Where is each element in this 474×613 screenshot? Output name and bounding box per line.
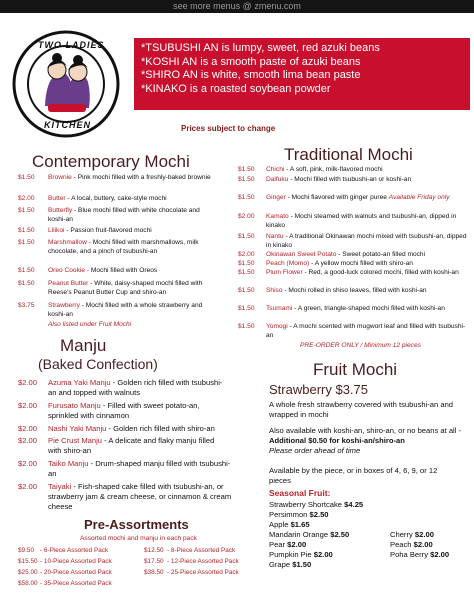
order-ahead-note: Please order ahead of time [269,446,361,455]
item-desc: - A delicate and flaky manju filled with shiro-an [48,436,215,455]
pack-price: $58.00 [18,580,38,587]
seasonal-item [269,510,363,520]
item-name: Furusato Manju [48,401,101,410]
item-desc: - A mochi scented with mugwort leaf and filled with tsubushi-an [266,323,466,339]
pack-label: - 35-Piece Assorted Pack [40,580,112,587]
item-price: $2.00 [18,424,38,433]
item-desc: - Mochi filled with marshmallows, milk chocolate, and a pinch of tsubushi-an [48,239,199,255]
item-desc: - A soft, pink, milk-flavored mochi [284,166,383,173]
fruit-name: Persimmon [269,510,308,519]
seasonal-item [269,540,363,550]
item-desc: - Mochi rolled in shiso leaves, filled with koshi-an [282,287,427,294]
manju-subtitle: (Baked Confection) [38,356,158,372]
note-line: *KINAKO is a roasted soybean powder [141,82,331,95]
item-desc: - Mochi filled with Oreos [85,267,158,274]
availability-note: Available by the piece, or in boxes of 4, 6, 9, or 12 pieces [269,466,438,485]
item-price: $1.50 [18,267,35,274]
pack-label: - 25-Piece Assorted Pack [167,569,239,576]
item-price: $1.50 [238,176,255,183]
fruit-price: $2.50 [309,510,329,519]
seasonal-item [269,550,363,560]
options-text: Also available with koshi-an, shiro-an, or no beans at all - [269,426,462,435]
item-name: Taiko Manju [48,459,89,468]
item-price: $1.50 [238,194,255,201]
watermark-bar [0,0,474,13]
fruit-name: Peach [390,540,412,549]
item-price: $2.00 [18,401,38,410]
fruit-price: $2.50 [330,530,350,539]
item-desc: - A local, buttery, cake-style mochi [65,195,167,202]
seasonal-item [269,530,363,540]
item-price: $1.50 [238,323,255,330]
item-desc: - Golden rich filled with tsubushi-an and topped with walnuts [48,378,223,397]
pack-price: $9.50 [18,547,34,554]
fruit-name: Poha Berry [390,550,428,559]
item-name: Nashi Yaki Manju [48,424,107,433]
pack-price: $15.50 [18,558,38,565]
seasonal-item [390,530,449,540]
item-price: $2.00 [18,436,38,445]
pack-price: $38.50 [144,569,164,576]
fruit-price: $2.00 [430,550,450,559]
item-name: Ginger [266,194,286,201]
item-price: $1.50 [18,239,35,246]
traditional-mochi-heading: Traditional Mochi [284,145,413,164]
contemporary-mochi-heading: Contemporary Mochi [32,152,190,171]
item-desc: - White, daisy-shaped mochi filled with Reese's Peanut Butter Cup and shiro-an [48,280,203,296]
logo-text-bottom: KITCHEN [44,120,91,130]
item-price: $2.00 [238,213,255,220]
item-price: $2.00 [18,378,38,387]
item-name: Taiyaki [48,482,72,491]
item-price: $1.50 [238,166,255,173]
item-name: Peach (Momo) [266,260,310,267]
item-desc: - A green, triangle-shaped mochi filled with koshi-an [292,305,445,312]
prices-note: Prices subject to change [181,124,276,133]
item-price: $1.50 [238,305,255,312]
menu-item [18,174,228,191]
item-name: Nantu [266,233,284,240]
item-desc: - Red, a good-luck colored mochi, filled with koshi-an [302,269,459,276]
item-name: Tsumami [266,305,293,312]
fruit-name: Grape [269,560,291,569]
item-price: $1.50 [18,207,35,214]
fruit-price: $1.50 [292,560,312,569]
item-name: Daifuku [266,176,289,183]
manju-heading: Manju [60,336,107,355]
item-name: Yomogi [266,323,288,330]
item-name: Okinawan Sweet Potato [266,251,337,258]
item-desc: - Mochi filled with a whole strawberry and koshi-an [48,302,203,318]
seasonal-fruit-heading: Seasonal Fruit: [269,488,331,498]
item-name: Chichi [266,166,285,173]
seasonal-item [269,520,363,530]
item-name: Plum Flower [266,269,303,276]
item-desc: - A yellow mochi filled with shiro-an [309,260,413,267]
item-desc: - Mochi flavored with ginger puree [285,194,389,201]
item-desc: - Passion fruit-flavored mochi [64,227,152,234]
item-price: $2.00 [18,482,38,491]
fruit-price: $4.25 [344,500,364,509]
item-desc: - Blue mochi filled with white chocolate and koshi-an [48,207,200,223]
item-price: $2.00 [18,459,38,468]
item-price: $1.50 [18,174,35,181]
note-line: *KOSHI AN is a smooth paste of azuki beans [141,55,361,68]
item-name: Marshmallow [48,239,87,246]
fruit-name: Cherry [390,530,413,539]
item-name: Peanut Butter [48,280,89,287]
pack-label: - 12-Piece Assorted Pack [167,558,239,565]
item-price: $1.50 [238,269,255,276]
item-name: Butter [48,195,66,202]
pack-label: - 20-Piece Assorted Pack [40,569,112,576]
item-name: Kamato [266,213,289,220]
seasonal-item [269,500,363,510]
item-name: Shiso [266,287,283,294]
pack-price: $12.50 [144,547,164,554]
item-desc: - Mochi steamed with walnuts and tsubushi-an, dipped in kinako [266,213,457,229]
additional-charge: Additional $0.50 for koshi-an/shiro-an [269,436,405,445]
fruit-price: $2.00 [413,540,433,549]
seasonal-item [390,540,449,550]
item-desc: - Pink mochi filled with a freshly-baked brownie [71,174,211,181]
seasonal-list-left [269,500,363,570]
item-name: Strawberry [48,302,80,309]
item-name: Azuma Yaki Manju [48,378,111,387]
fruit-name: Strawberry Shortcake [269,500,343,509]
pre-assortments-subtitle: Assorted mochi and manju in each pack [80,535,197,542]
fruit-price: $1.65 [290,520,310,529]
watermark-text: see more menus @ zmenu.com [173,1,301,11]
seasonal-list-right [390,530,449,560]
fruit-price: $2.00 [287,540,307,549]
item-desc: - Golden rich filled with shiro-an [106,424,215,433]
also-listed-note: Also listed under Fruit Mochi [48,321,132,328]
seasonal-item [269,560,363,570]
item-availability: Available Friday only [388,194,450,201]
pack-label: - 10-Piece Assorted Pack [40,558,112,565]
fruit-price: $2.00 [414,530,434,539]
item-price: $2.00 [18,195,35,202]
pack-price: $17.50 [144,558,164,565]
fruit-price: $2.00 [313,550,333,559]
bean-notes-box [134,38,470,110]
item-desc: - Filled with sweet potato-an, sprinkled with cinnamon [48,401,200,420]
pack-label: - 6-Piece Assorted Pack [40,547,109,554]
item-price: $3.75 [18,302,35,309]
strawberry-price-heading: Strawberry $3.75 [269,382,368,397]
item-desc: - A traditional Okinawan mochi mixed with tsubushi-an, dipped in kinako [266,233,467,249]
item-price: $1.50 [238,287,255,294]
item-name: Oreo Cookie [48,267,86,274]
seasonal-item [390,550,449,560]
item-name: Brownie [48,174,72,181]
item-price: $1.50 [238,233,255,240]
pack-label: - 8-Piece Assorted Pack [167,547,236,554]
item-price: $1.50 [18,280,35,287]
item-name: Lilikoi [48,227,65,234]
fruit-mochi-heading: Fruit Mochi [313,360,398,379]
note-line: *TSUBUSHI AN is lumpy, sweet, red azuki beans [141,42,380,54]
pack-price: $25.00 [18,569,38,576]
item-desc: - Fish-shaped cake filled with tsubushi-an, or strawberry jam & cream cheese, or cinnamon & cream cheese [48,482,232,511]
preorder-note: PRE-ORDER ONLY / Minimum 12 pieces [300,342,421,349]
item-desc: - Sweet potato-an filled mochi [336,251,426,258]
fruit-name: Pumpkin Pie [269,550,312,559]
item-price: $1.50 [238,260,255,267]
item-name: Pie Crust Manju [48,436,103,445]
logo-text-top: TWO LADIES [38,40,105,50]
item-desc: - Drum-shaped manju filled with tsubushi-an [48,459,231,478]
item-name: Butterfly [48,207,73,214]
fruit-name: Apple [269,520,289,529]
strawberry-options [269,426,469,456]
item-price: $1.50 [18,227,35,234]
item-desc: - Mochi filled with tsubushi-an or koshi-an [288,176,412,183]
note-line: *SHIRO AN is white, smooth lima bean paste [141,69,361,81]
fruit-name: Pear [269,540,286,549]
item-price: $2.00 [238,251,255,258]
fruit-name: Mandarin Orange [269,530,329,539]
strawberry-desc: A whole fresh strawberry covered with tsubushi-an and wrapped in mochi [269,400,454,419]
pre-assortments-heading: Pre-Assortments [84,517,189,532]
